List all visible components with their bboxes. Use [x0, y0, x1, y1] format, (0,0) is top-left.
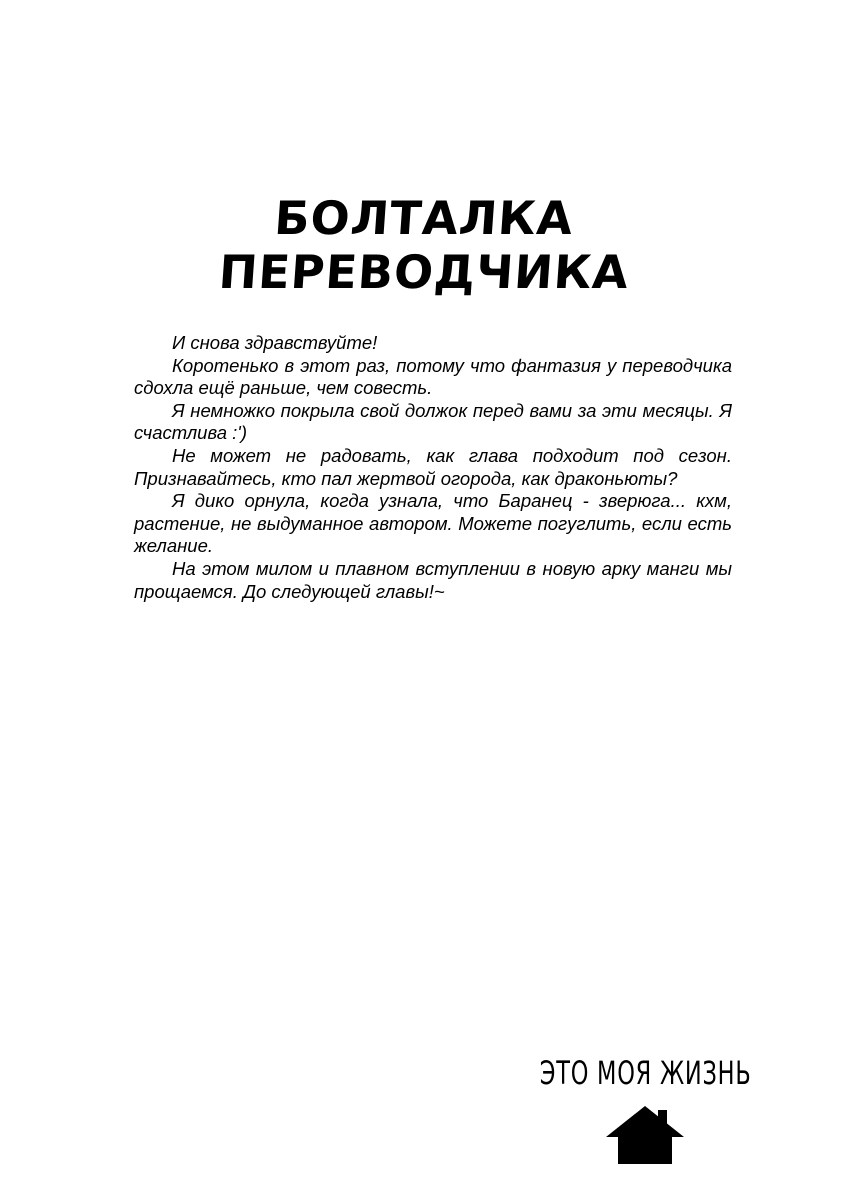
- paragraph-season: Не может не радовать, как глава подходит под сезон. Признавайтесь, кто пал жертвой огорода, как драконьюты?: [134, 444, 732, 489]
- paragraph-greeting: И снова здравствуйте!: [172, 332, 378, 353]
- logo-text: ЭТО МОЯ ЖИЗНЬ: [540, 1054, 752, 1092]
- paragraph-baranets: Я дико орнула, когда узнала, что Баранец - зверюга... кхм, растение, не выдуманное автором. Можете погуглить, если есть желание.: [134, 490, 732, 557]
- paragraph-debt: Я немножко покрыла свой должок перед вами за эти месяцы. Я счастлива :'): [134, 399, 732, 444]
- paragraph-short-note: Коротенько в этот раз, потому что фантазия у переводчика сдохла ещё раньше, чем совесть.: [134, 354, 732, 399]
- heading-line-1: БОЛТАЛКА: [272, 191, 576, 245]
- paragraph-farewell: На этом милом и плавном вступлении в новую арку манги мы прощаемся. До следующей главы!~: [134, 557, 732, 602]
- translator-notes: [134, 332, 732, 603]
- heading-line-2: ПЕРЕВОДЧИКА: [217, 245, 631, 299]
- house-icon: [604, 1104, 686, 1166]
